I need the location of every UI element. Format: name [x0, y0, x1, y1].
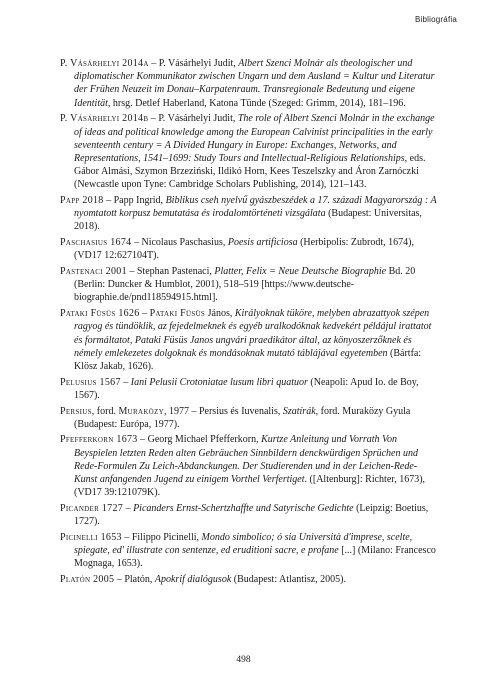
entry-key: Picander 1727: [60, 503, 124, 514]
bibliography-entry: [60, 112, 440, 191]
entry-text: –: [139, 308, 150, 320]
bibliography-entry: [60, 265, 440, 305]
entry-text: – Filippo Picinelli,: [121, 531, 202, 543]
entry-title: Iani Pelusii Crotoniatae lusum libri quatuor: [130, 376, 308, 388]
entry-key-secondary: Pataki Füsüs: [149, 308, 206, 320]
entry-key: Platón 2005: [60, 574, 115, 586]
entry-text: – P. Vásárhelyi Judit,: [148, 58, 239, 69]
entry-text: – Nicolaus Paschasius,: [131, 237, 228, 249]
bibliography-entry: [60, 236, 440, 262]
entry-rest: (Bártfa: Klösz Jakab, 1626).: [74, 347, 422, 372]
entry-key: Paschasius 1674: [60, 237, 132, 249]
entry-title: Poesis artificiosa: [227, 237, 298, 249]
bibliography-entry: [60, 573, 440, 586]
bibliography-entry: [60, 433, 440, 499]
entry-key: Pastenaci 2001: [60, 266, 127, 278]
bibliography-entry: [60, 531, 440, 571]
entry-text: – Papp Ingrid,: [103, 195, 166, 207]
entry-title: Biblikus cseh nyelvű gyászbeszédek a 17. századi Magyarország : A nyomtatott korpusz bemutatása és irodalomtörténeti vizsgálata: [74, 195, 437, 220]
entry-text-secondary: János,: [205, 308, 235, 320]
bibliography-entry: [60, 307, 440, 373]
entry-key: Picinelli 1653: [60, 531, 122, 543]
entry-text: – Georg Michael Pfefferkorn,: [137, 434, 262, 446]
entry-rest: , hrsg. Detlef Haberland, Katona Tünde (Szeged: Grimm, 2014), 181–196.: [107, 97, 406, 109]
entry-rest: (Herbipolis: Zubrodt, 1674), (VD17 12:627104T).: [74, 237, 414, 262]
entry-rest: (Budapest: Atlantisz, 2005).: [231, 574, 346, 586]
entry-key: P. Vásárhelyi 2014b: [60, 113, 149, 125]
bibliography-entry: [60, 57, 440, 110]
entry-rest: (Neapoli: Apud Io. de Boy, 1567).: [74, 376, 419, 401]
entry-title: Szatírák: [282, 405, 316, 417]
entry-title: Albert Szenci Molnár als theologischer und diplomatischer Kommunikator zwischen Ungarn und dem Ausland = Kultur und Literatur der Frühen Neuzeit im Donau–Karpatenraum. Transregionale Bedeutung und eigene Identität: [74, 58, 435, 109]
entry-key: Papp 2018: [60, 195, 104, 207]
bibliography-entry: [60, 194, 440, 234]
entry-key: Persius: [60, 405, 92, 417]
entry-key: Pataki Füsüs 1626: [60, 308, 140, 320]
entry-title: Királyoknak tüköre, melyben abrazattyok szépen ragyog és tündöklik, az fejedelmeknek és egyéb uralkodóknak kedvekért példájul irattatot és formáltatot, Pataki Füsüs Janos ungvári praedikátor által, az könyoszerzőknek és némely emlekezetes dolgoknak és mondásoknak mutató táblájával egyetemben: [74, 308, 432, 359]
entry-text: , ford.: [91, 405, 119, 417]
entry-text: – Platón,: [114, 574, 155, 586]
entry-text: – P. Vásárhelyi Judit,: [148, 113, 238, 125]
bibliography-entry: [60, 405, 440, 431]
entry-title: Mondo simbolico; ó sia Università d'imprese, scelte, spiegate, ed' illustrate con sentenze, ed eruditioni sacre, e profane: [74, 531, 413, 557]
entry-rest: (Leipzig: Boetius, 1727).: [74, 503, 429, 528]
entry-text: –: [120, 376, 131, 388]
entry-rest: (Budapest: Universitas, 2018).: [74, 208, 422, 233]
entry-rest: Bd. 20 (Berlin: Duncker & Humblot, 2001), 518–519 [https://www.deutsche-biographie.de/pnd118594915.html].: [74, 266, 416, 304]
entry-title: Picanders Ernst-Schertzhaffte und Satyrische Gedichte: [133, 503, 354, 514]
entry-title: Platter, Felix = Neue Deutsche Biographie: [214, 266, 387, 278]
entry-key: Pelusius 1567: [60, 376, 121, 388]
entry-key: P. Vásárhelyi 2014a: [60, 58, 149, 69]
page-number: 498: [236, 655, 251, 665]
entry-key: Pfefferkorn 1673: [60, 434, 138, 446]
entry-title: Kurtze Anleitung und Vorrath Von Beyspielen letzten Reden alten Gebräuchen Sinnbildern denckwürdigen Sprüchen und Rede-Formulen Zu Leich-Abdanckungen. Der Studierenden und in der Leichen-Rede-Kunst anfangenden Jugend zu einigem Vorthel Verfertiget: [74, 434, 418, 486]
entry-rest: , ford. Muraközy Gyula (Budapest: Európa, 1977).: [74, 405, 411, 430]
entry-rest: , eds. Gábor Almási, Szymon Brzeziński, Ildikó Horn, Kees Teszelszky and Áron Zarnóczki (Newcastle upon Tyne: Cambridge Scholars Publishing, 2014), 121–143.: [74, 152, 426, 191]
entry-text-secondary: , 1977 – Persius és Iuvenalis,: [163, 405, 283, 417]
entry-rest: . ([Altenburg]: Richter, 1673), (VD17 39:121079K).: [74, 474, 426, 499]
running-head: Bibliográfia: [415, 15, 457, 24]
entry-rest: [...] (Milano: Francesco Mognaga, 1653).: [74, 545, 436, 570]
entry-text: – Stephan Pastenaci,: [126, 266, 215, 278]
bibliography-entry: [60, 376, 440, 402]
bibliography-list: [60, 57, 440, 589]
entry-title: The role of Albert Szenci Molnár in the exchange of ideas and political knowledge among the European Calvinist principalities in the early seventeenth century = A Divided Hungary in Europe: Exchanges, Networks, and Representations, 1541–1699: Study Tours and Intellectual-Religious Relationships: [74, 113, 435, 164]
entry-text: –: [123, 503, 134, 514]
entry-key-secondary: Muraközy: [118, 405, 164, 417]
entry-title: Apokrif dialógusok: [154, 574, 232, 586]
bibliography-entry: [60, 502, 440, 528]
